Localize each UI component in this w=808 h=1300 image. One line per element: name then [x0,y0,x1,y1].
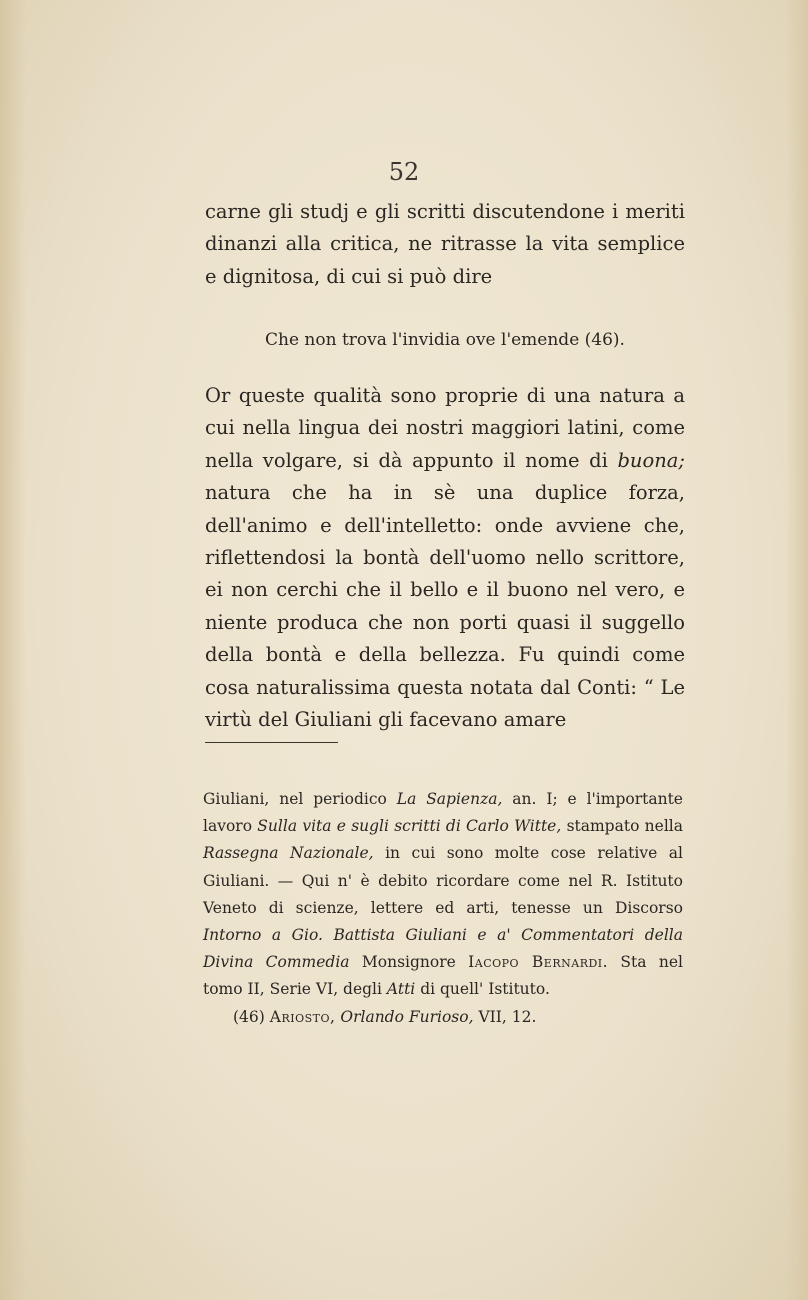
footnote-text: Giuliani, nel periodico [203,790,387,808]
footnote-46-work: Orlando Furioso, [340,1007,474,1026]
footnote-continued [203,786,683,1004]
footnote-text: in cui sono molte cose relative al Giuliani. — Qui n' è debito ricordare come nel R. Istituto Veneto di scienze, lettere ed arti, tenesse un Discorso [203,844,683,917]
footnote-text: Sta nel tomo II, Serie VI, degli [203,953,683,999]
footnote-text: di quell' Istituto. [420,980,550,999]
paragraph-2-text [205,380,685,736]
footnote-title-atti: Atti [386,980,416,999]
verse-quote: Che non trova l'invidia ove l'emende (46). [265,330,625,350]
paragraph-2-rest: natura che ha in sè una duplice forza, dell'animo e dell'intelletto: onde avviene che, riflettendosi la bontà dell'uomo nello scrittore, ei non cerchi che il bello e il buono nel vero, e niente produca che non porti quasi il suggello della bontà e della bellezza. Fu quindi come cosa naturalissima questa notata dal Conti: “ Le virtù del Giuliani gli facevano amare [205,481,685,732]
footnote-46-author: Ariosto, [269,1007,336,1026]
footnote-text: Monsignore [361,953,456,972]
footnote-title-la-sapienza: La Sapienza, [396,790,503,808]
footnote-title-witte: Sulla vita e sugli scritti di Carlo Witte, [257,817,562,836]
footnote-text: an. I; e l'importante lavoro [203,790,683,836]
footnote-title-rassegna: Rassegna Nazionale, [203,844,374,863]
paragraph-1 [205,196,685,293]
paragraph-2 [205,380,685,736]
footnotes [203,786,683,1031]
page-edge-shadow-right [786,0,808,1300]
footnote-46-reference: VII, 12. [478,1007,537,1026]
footnote-author-bernardi: Iacopo Bernardi. [468,953,609,972]
page-edge-shadow-left [0,0,26,1300]
footnote-title-discorso: Intorno a Gio. Battista Giuliani e a' Commentatori della Divina Commedia [203,926,683,972]
footnote-separator-rule [205,742,338,743]
paragraph-1-text: carne gli studj e gli scritti discutendone i meriti dinanzi alla critica, ne ritrasse la vita semplice e dignitosa, di cui si può dire [205,200,685,288]
paragraph-2-start: Or queste qualità sono proprie di una natura a cui nella lingua dei nostri maggiori latini, come nella volgare, si dà appunto il nome di [205,384,685,472]
page-number: 52 [388,158,420,186]
footnote-text: stampato nella [566,817,683,836]
paragraph-2-italic-buona: buona; [617,448,685,472]
footnote-46 [203,1004,683,1031]
footnote-46-number: (46) [233,1007,265,1026]
